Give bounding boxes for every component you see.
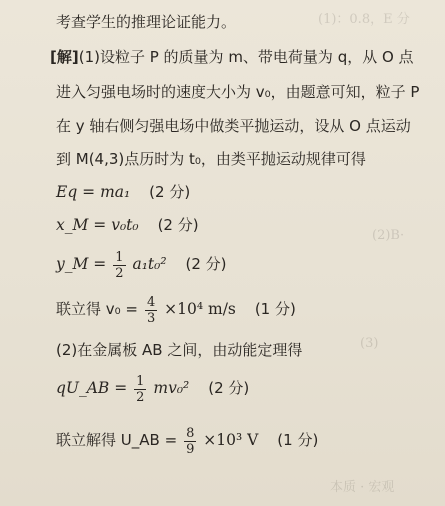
solution-text: (1)设粒子 P 的质量为 m、带电荷量为 q，从 O 点: [78, 48, 414, 66]
equation-4: [56, 368, 439, 408]
fraction-numerator: 1: [136, 373, 145, 389]
bleed-through-text: (3): [360, 336, 379, 351]
fraction-numerator: 1: [115, 249, 124, 265]
bleed-through-text: (2)B·: [372, 228, 405, 243]
fraction: [134, 375, 146, 404]
equation-2: [56, 213, 439, 237]
fraction: [145, 296, 157, 325]
intro-text: 考查学生的推理论证能力。: [56, 13, 237, 31]
solution-line-2: 进入匀强电场时的速度大小为 v₀，由题意可知，粒子 P: [56, 83, 420, 101]
fraction-denominator: 3: [146, 310, 156, 326]
equation-left: y_M =: [56, 255, 107, 273]
part2-text: (2)在金属板 AB 之间，由动能定理得: [56, 341, 303, 359]
score-label: (2 分): [157, 216, 199, 234]
fraction-denominator: 9: [186, 441, 195, 457]
equation-1: [56, 180, 439, 204]
solution-line-3: 在 y 轴右侧匀强电场中做类平抛运动，设从 O 点运动: [56, 117, 411, 135]
fraction-denominator: 2: [136, 389, 145, 405]
result-value: ×10⁴ m/s: [164, 300, 236, 318]
score-label: (2 分): [185, 255, 227, 273]
result-value: ×10³ V: [203, 431, 259, 449]
score-label: (2 分): [149, 183, 191, 201]
result-1: [56, 289, 439, 329]
solution-line-4: 到 M(4,3)点历时为 t₀，由类平抛运动规律可得: [56, 150, 366, 168]
equation-text: x_M = v₀t₀: [56, 216, 139, 234]
score-label: (1 分): [277, 431, 319, 449]
bleed-through-text: (1)：0.8，E 分: [318, 12, 410, 27]
bleed-through-text: 本质 · 宏观: [330, 480, 395, 495]
result-prefix: 联立解得 U_AB =: [56, 431, 178, 449]
fraction-numerator: 4: [146, 294, 156, 310]
equation-right: mv₀²: [153, 379, 190, 397]
equation-text: Eq = ma₁: [56, 183, 131, 201]
result-prefix: 联立得 v₀ =: [56, 300, 138, 318]
fraction: [113, 251, 125, 280]
result-2: [56, 420, 439, 460]
fraction: [184, 427, 196, 456]
fraction-denominator: 2: [115, 265, 124, 281]
equation-3: [56, 244, 439, 284]
score-label: (1 分): [254, 300, 296, 318]
fraction-numerator: 8: [186, 425, 195, 441]
solution-line-1: [50, 45, 439, 69]
equation-right: a₁t₀²: [132, 255, 167, 273]
score-label: (2 分): [208, 379, 250, 397]
solution-tag: [解]: [50, 48, 79, 66]
equation-left: qU_AB =: [56, 379, 128, 397]
